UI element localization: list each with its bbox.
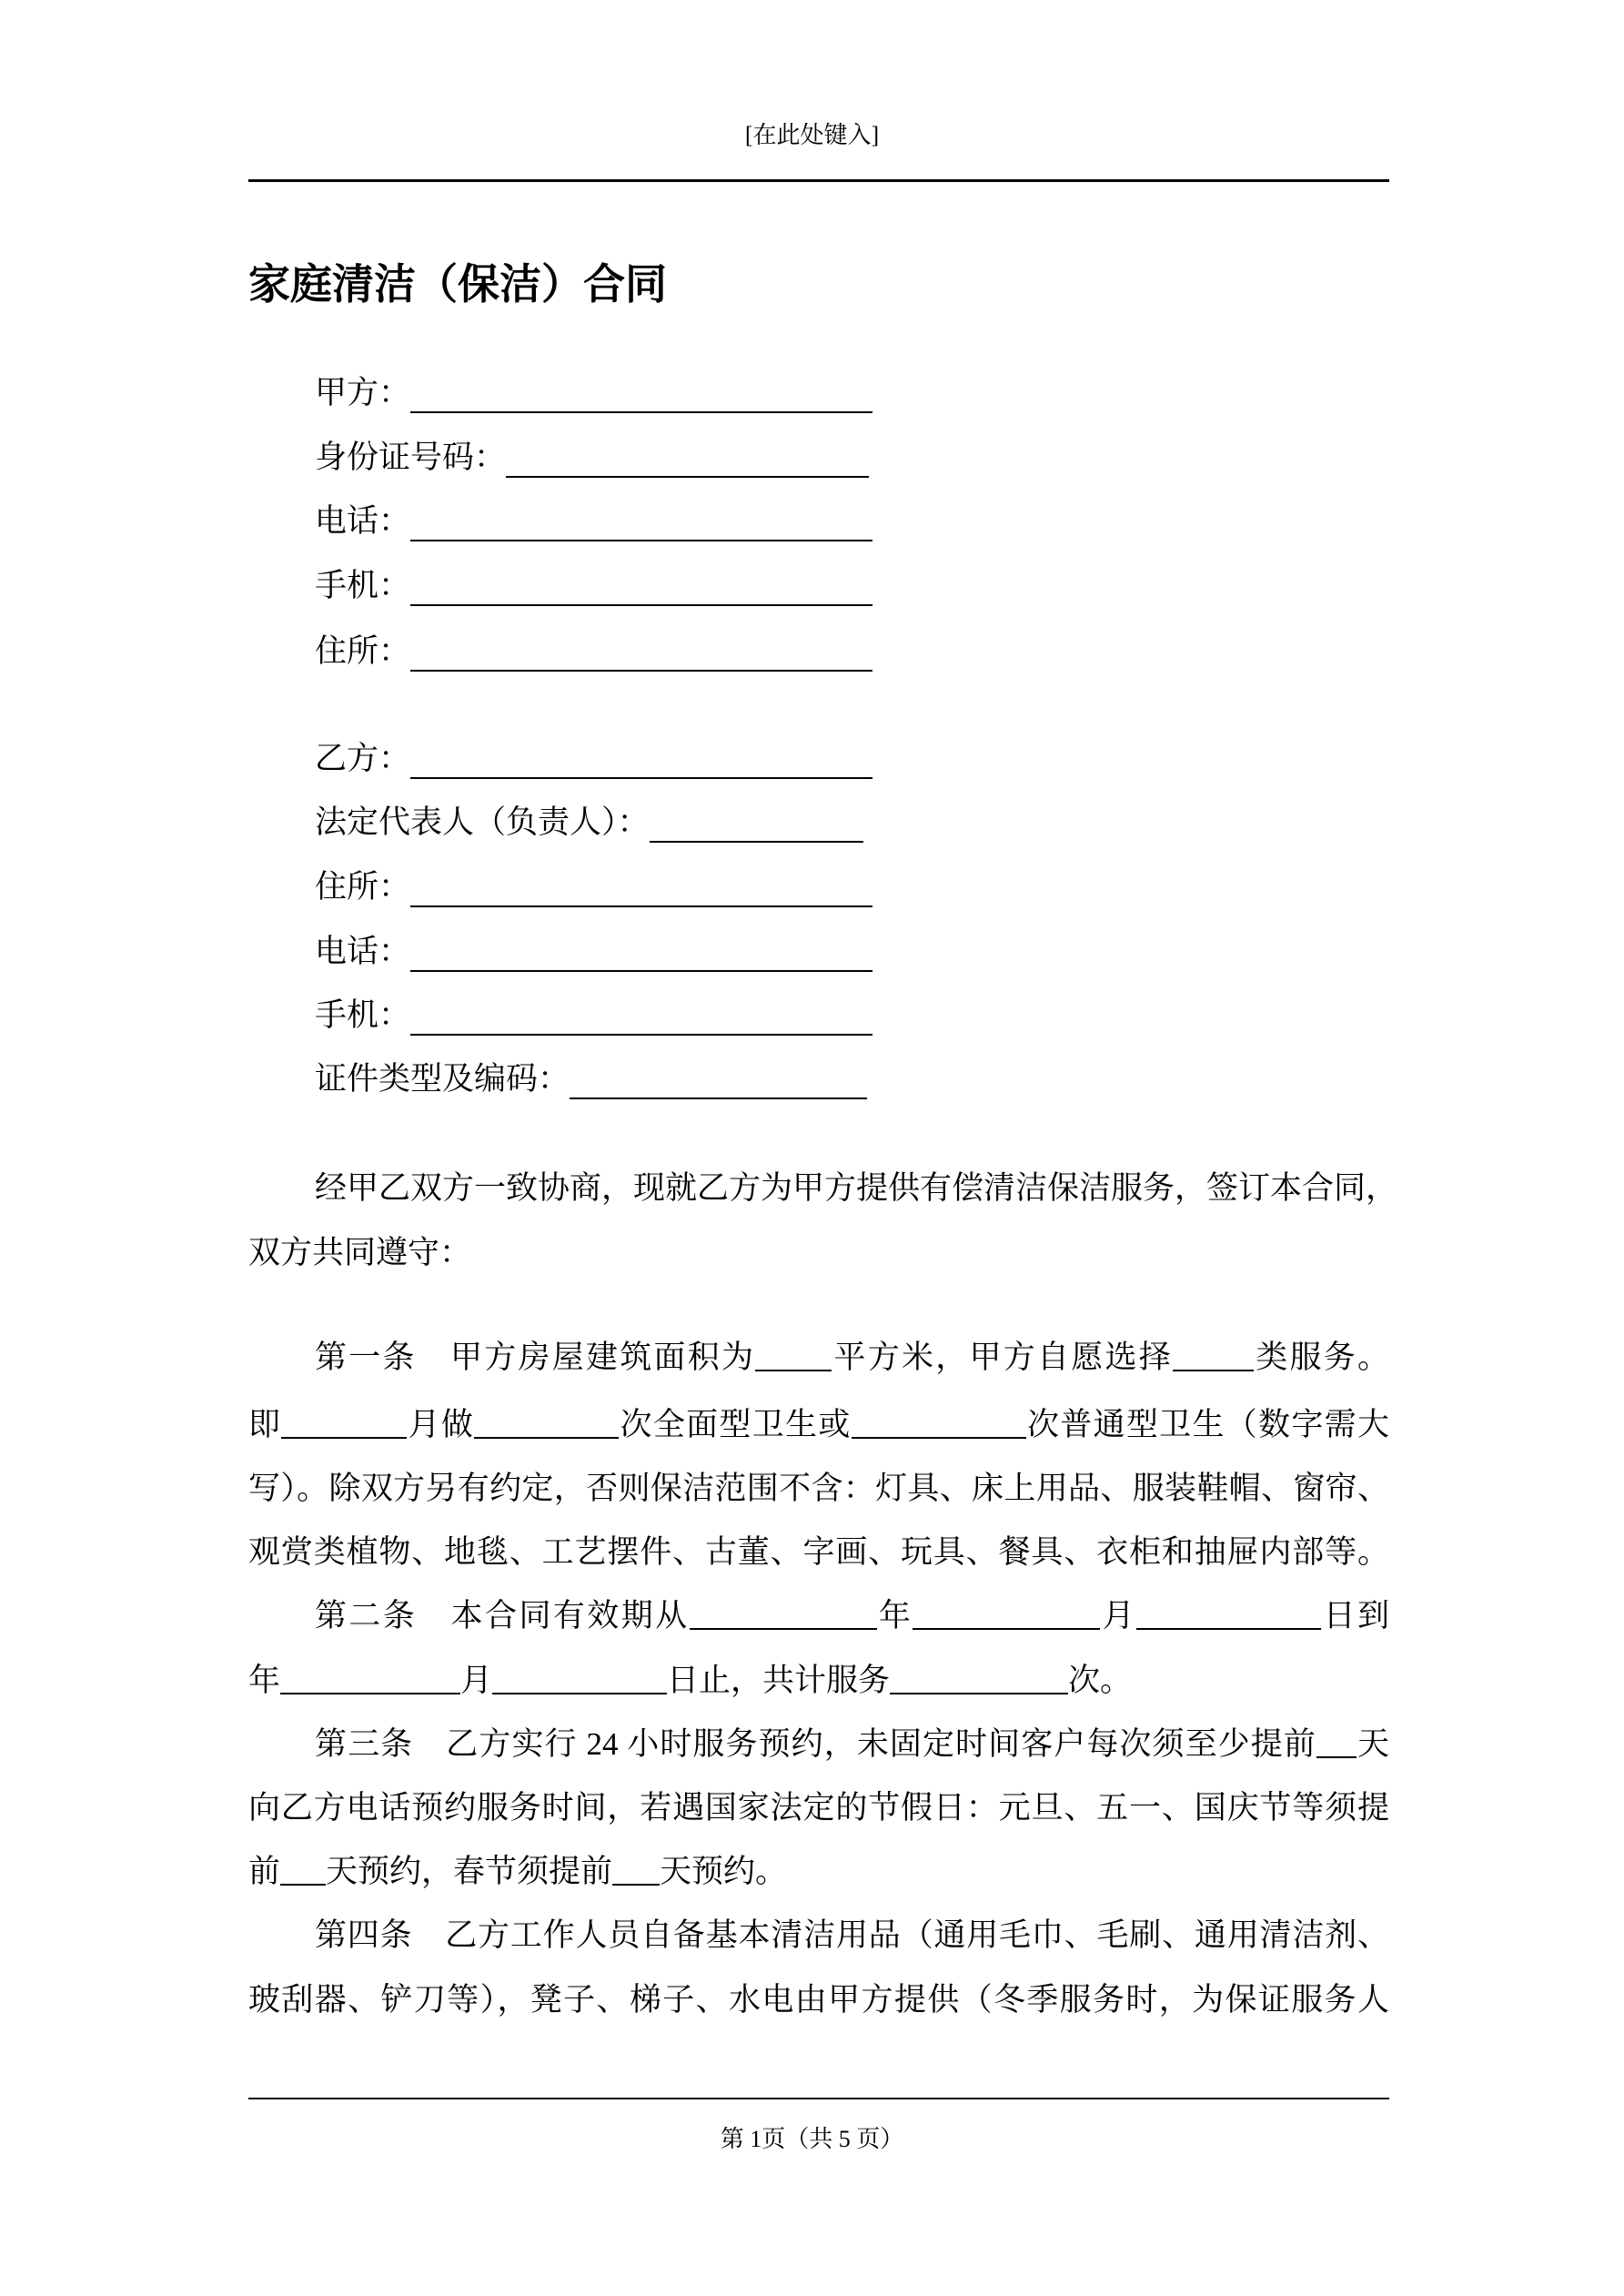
blank-field[interactable] xyxy=(410,873,873,907)
text: 月 xyxy=(1100,1598,1137,1633)
article-4: 第四条 乙方工作人员自备基本清洁用品（通用毛巾、毛刷、通用清洁剂、 xyxy=(315,1917,1389,1953)
field-label: 住所： xyxy=(315,869,411,905)
text: 日到 xyxy=(1321,1598,1389,1633)
blank-field[interactable] xyxy=(280,1662,460,1694)
blank-field[interactable] xyxy=(280,1853,326,1886)
article-3-line xyxy=(248,1852,1389,1892)
blank-field[interactable] xyxy=(492,1662,667,1694)
field-label: 证件类型及编码： xyxy=(315,1061,570,1097)
field-id-type xyxy=(315,1059,867,1099)
text: 即 xyxy=(248,1407,282,1442)
text: 平方米，甲方自愿选择 xyxy=(832,1340,1173,1375)
text: 前 xyxy=(248,1854,281,1889)
blank-field[interactable] xyxy=(570,1065,867,1099)
blank-field[interactable] xyxy=(506,443,869,478)
text: 天 xyxy=(1356,1726,1389,1762)
blank-field[interactable] xyxy=(1173,1339,1254,1371)
text: 次全面型卫生或 xyxy=(619,1407,852,1442)
article-1 xyxy=(315,1338,1389,1378)
text: 天预约，春节须提前 xyxy=(326,1854,613,1889)
article-2 xyxy=(315,1596,1389,1636)
text: 次普通型卫生（数字需大 xyxy=(1025,1407,1389,1442)
article-1-line: 写）。除双方另有约定，否则保洁范围不含：灯具、床上用品、服装鞋帽、窗帘、 xyxy=(248,1471,1389,1506)
article-3 xyxy=(315,1725,1389,1765)
text: 第二条 本合同有效期从 xyxy=(315,1598,690,1633)
article-2-line xyxy=(248,1661,1389,1701)
header-rule xyxy=(248,179,1389,182)
field-party-b xyxy=(315,739,873,779)
blank-field[interactable] xyxy=(410,507,873,541)
footer-rule xyxy=(248,2098,1389,2099)
blank-field[interactable] xyxy=(410,637,873,672)
blank-field[interactable] xyxy=(755,1339,832,1371)
field-label: 乙方： xyxy=(315,741,411,776)
article-3-line: 向乙方电话预约服务时间，若遇国家法定的节假日：元旦、五一、国庆节等须提 xyxy=(248,1790,1389,1826)
text: 天预约。 xyxy=(660,1854,788,1889)
blank-field[interactable] xyxy=(410,571,873,606)
blank-field[interactable] xyxy=(852,1406,1026,1439)
text: 月 xyxy=(460,1663,493,1698)
field-mobile-a xyxy=(315,566,873,606)
document-title: 家庭清洁（保洁）合同 xyxy=(248,261,667,308)
blank-field[interactable] xyxy=(474,1406,619,1439)
blank-field[interactable] xyxy=(410,744,873,779)
text: 第三条 乙方实行 24 小时服务预约，未固定时间客户每次须至少提前 xyxy=(315,1726,1316,1762)
blank-field[interactable] xyxy=(1316,1725,1357,1758)
blank-field[interactable] xyxy=(281,1406,407,1439)
text: 日止，共计服务 xyxy=(667,1663,891,1698)
field-label: 身份证号码： xyxy=(315,440,507,475)
field-label: 手机： xyxy=(315,997,411,1033)
field-label: 住所： xyxy=(315,633,411,669)
text: 次。 xyxy=(1068,1663,1133,1698)
text: 月做 xyxy=(407,1407,475,1442)
field-address-b xyxy=(315,867,873,907)
field-phone-a xyxy=(315,501,873,541)
field-label: 甲方： xyxy=(315,375,411,410)
blank-field[interactable] xyxy=(913,1597,1100,1630)
blank-field[interactable] xyxy=(410,379,873,413)
blank-field[interactable] xyxy=(612,1853,660,1886)
blank-field[interactable] xyxy=(1136,1597,1321,1630)
field-id-number xyxy=(315,438,869,478)
field-label: 电话： xyxy=(315,934,411,969)
article-1-line xyxy=(248,1405,1389,1445)
blank-field[interactable] xyxy=(650,808,863,843)
article-1-line: 观赏类植物、地毯、工艺摆件、古董、字画、玩具、餐具、衣柜和抽屉内部等。 xyxy=(248,1534,1389,1570)
field-mobile-b xyxy=(315,996,873,1036)
text: 年 xyxy=(876,1598,913,1633)
field-label: 法定代表人（负责人）： xyxy=(315,804,650,840)
text: 年 xyxy=(248,1663,281,1698)
blank-field[interactable] xyxy=(690,1597,877,1630)
field-party-a xyxy=(315,373,873,413)
intro-line: 经甲乙双方一致协商，现就乙方为甲方提供有偿清洁保洁服务，签订本合同， xyxy=(315,1170,1398,1206)
field-address-a xyxy=(315,632,873,672)
field-legal-rep xyxy=(315,803,863,843)
blank-field[interactable] xyxy=(890,1662,1068,1694)
page-number: 第 1页（共 5 页） xyxy=(720,2126,904,2152)
field-label: 电话： xyxy=(315,503,411,539)
article-4-line: 玻刮器、铲刀等），凳子、梯子、水电由甲方提供（冬季服务时，为保证服务人 xyxy=(248,1982,1389,2018)
field-label: 手机： xyxy=(315,568,411,603)
field-phone-b xyxy=(315,932,873,972)
text: 第一条 甲方房屋建筑面积为 xyxy=(315,1340,756,1375)
text: 类服务。 xyxy=(1253,1340,1389,1375)
blank-field[interactable] xyxy=(410,1001,873,1036)
intro-line: 双方共同遵守： xyxy=(248,1235,472,1270)
page-header: [在此处键入] xyxy=(744,122,880,148)
blank-field[interactable] xyxy=(410,937,873,972)
